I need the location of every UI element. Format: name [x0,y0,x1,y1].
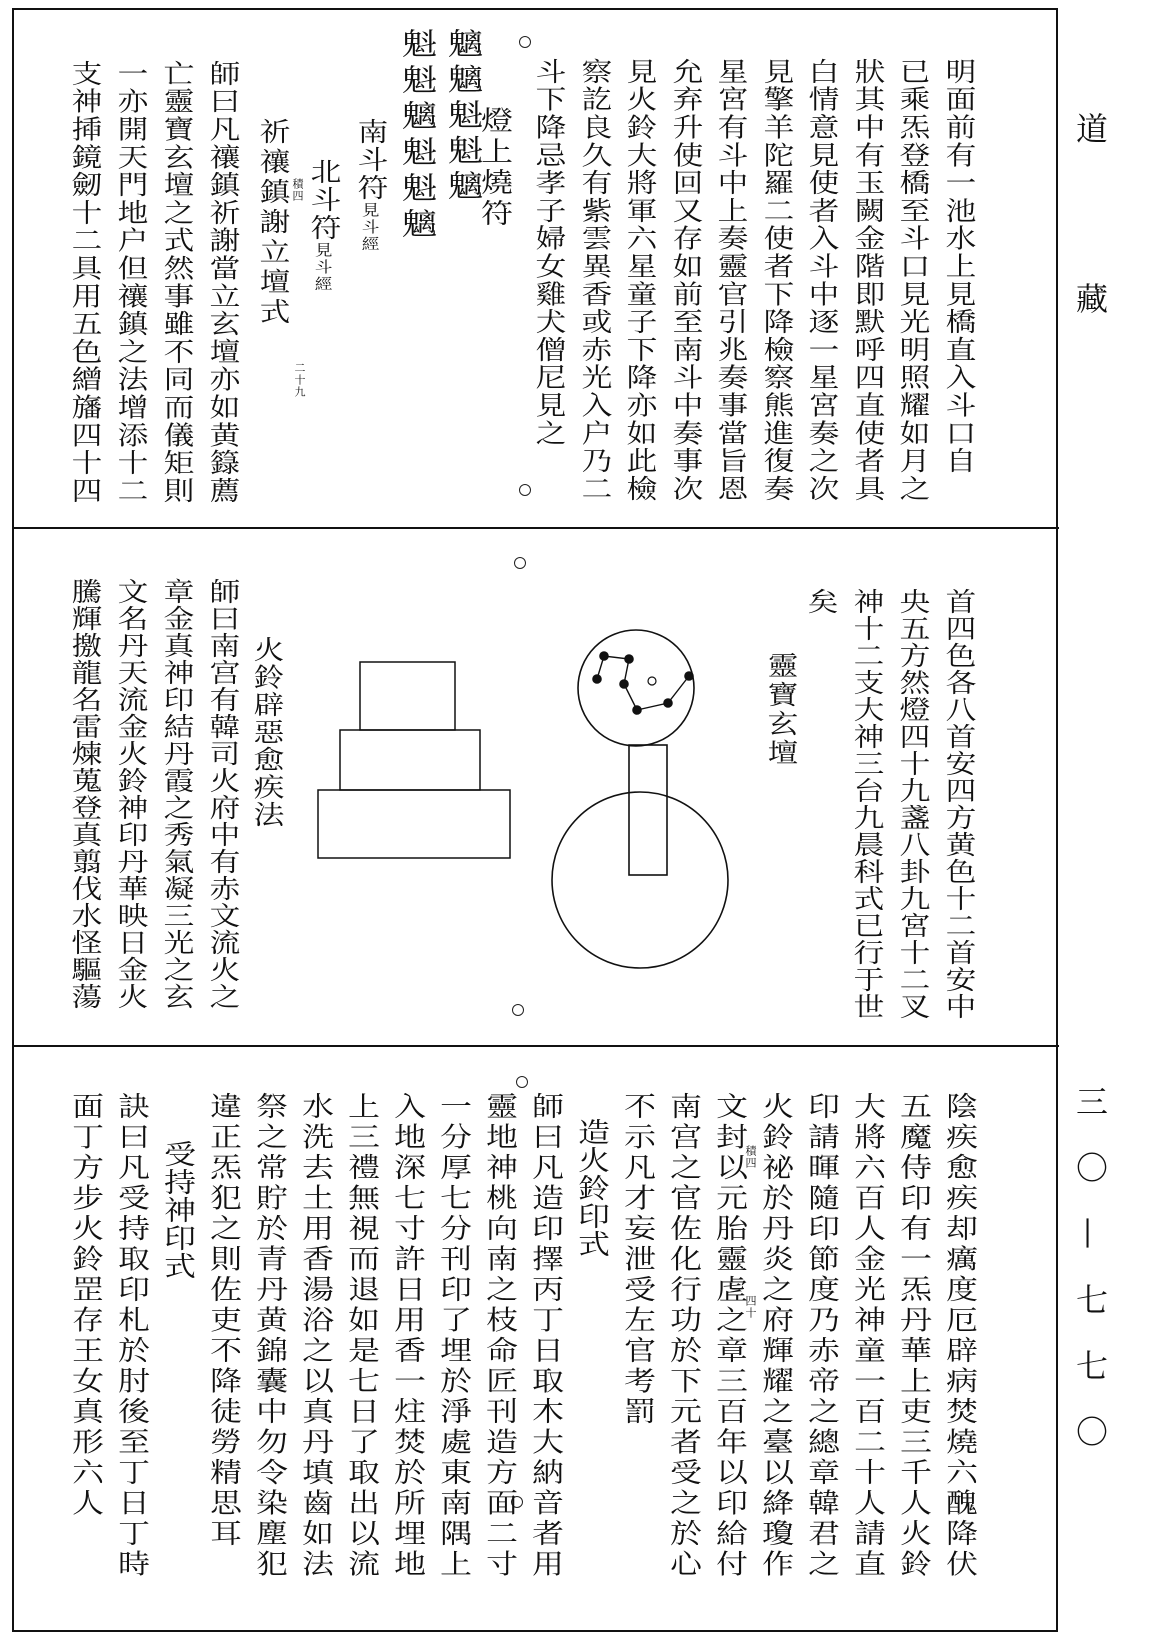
text-column: 亡靈寶玄壇之式然事雖不同而儀矩則 [158,60,194,505]
text-column: 支神揷鏡劒十二具用五色繒旛四十四 [66,60,102,505]
leaf-marker: 二十九 [293,362,306,398]
side-note: 積四 [291,178,304,202]
text-column: 違正炁犯之則佐吏不降徒勞精思耳 [204,1092,241,1550]
text-column: 明面前有一池水上見橋直入斗口自 [940,58,976,475]
text-column: 允弃升使回又存如前至南斗中奏事次 [667,58,703,503]
section-title: 火鈴辟惡愈疾法 [248,636,284,829]
beidou-title: 北斗符 [305,158,341,242]
text-column: 南宫之官佐化行功於下元者受之於心 [664,1092,701,1580]
text-column: 文名丹天流金火鈴神印丹華映日金火 [112,578,148,1010]
text-column: 一亦開天門地户但禳鎮之法增添十二 [112,60,148,505]
nandou-title: 南斗符 [352,118,388,202]
collection-title-char: 藏 [1071,282,1109,314]
text-column: 祭之常貯於青丹黄錦囊中勿令染塵犯 [250,1092,287,1580]
text-column: 察訖良久有紫雲異香或赤光入户乃二 [576,58,612,503]
text-column: 火鈴祕於丹炎之府輝耀之臺以絳瓊作 [756,1092,793,1580]
text-column: 星宮有斗中上奏靈官引兆奏事當旨恩 [712,58,748,503]
text-column: 陰疾愈疾却癘度厄辟病焚燒六醜降伏 [940,1092,977,1580]
text-column: 央五方然燈四十九盞八卦九宮十二叉 [894,588,930,1020]
text-column: 靈地神桃向南之枝命匠刊造方面二寸 [480,1092,517,1580]
text-column: 師曰南宫有韓司火府中有赤文流火之 [204,578,240,1010]
section-title: 造火鈴印式 [572,1118,609,1258]
side-note: 積四 [744,1145,757,1169]
text-column: 面丁方步火鈴罡存王女真形六人 [66,1092,103,1519]
talisman-glyphs: 魁魁魑魁魁魑 [394,28,437,244]
page-number: 三〇—七七〇 [1071,1085,1109,1481]
text-column: 師曰凡禳鎮祈謝當立玄壇亦如黄籙薦 [204,60,240,505]
talisman-glyphs: 魑魑魁魁魑 [440,28,483,206]
collection-title-char: 道 [1071,112,1109,144]
text-column: 訣曰凡受持取印札於肘後至丁日丁時 [112,1092,149,1580]
text-column: 見擎羊陀羅二使者下降檢察熊進復奏 [758,58,794,503]
text-column: 狀其中有玉闕金階即默呼四直使者具 [849,58,885,503]
text-column: 入地深七寸許日用香一炷焚於所埋地 [388,1092,425,1580]
text-column: 見火鈴大將軍六星童子下降亦如此檢 [621,58,657,503]
text-column: 白情意見使者入斗中逐一星宮奏之次 [803,58,839,503]
text-column: 大將六百人金光神童一百二十人請直 [848,1092,885,1580]
nandou-source-note: 見斗經 [359,202,381,253]
lamp-talisman-title: 燈上燒符 [475,106,512,230]
text-column: 師曰凡造印擇丙丁日取木大納音者用 [526,1092,563,1580]
text-column: 神十二支大神三台九晨科式已行于世 [848,588,884,1020]
beidou-source-note: 見斗經 [312,242,334,293]
side-note: 四十 [744,1295,757,1319]
diagram-label: 靈寶玄壇 [762,652,798,768]
text-column: 水洗去土用香湯浴之以真丹填齒如法 [296,1092,333,1580]
text-column: 印請暉隨印節度乃赤帝之總章韓君之 [802,1092,839,1580]
text-column: 一分厚七分刊印了埋於淨處東南隅上 [434,1092,471,1580]
section-title: 受持神印式 [158,1140,195,1280]
text-column: 文封以元胎靈虗之章三百年以印給付 [710,1092,747,1580]
text-column: 騰輝撽龍名雷煉蒐登真翦伐水怪驅蕩 [66,578,102,1010]
text-column: 章金真神印結丹霞之秀氣凝三光之玄 [158,578,194,1010]
text-column: 斗下降忌孝子婦女雞犬僧尼見之 [530,58,566,448]
text-column: 五魔侍印有一炁丹華上吏三千人火鈴 [894,1092,931,1580]
text-column: 首四色各八首安四方黄色十二首安中 [940,588,976,1020]
text-column: 矣 [802,588,838,615]
text-column: 上三禮無視而退如是七日了取出以流 [342,1092,379,1580]
text-column: 已乘炁登橋至斗口見光明照耀如月之 [894,58,930,503]
section-title: 祈禳鎮謝立壇式 [254,118,290,328]
text-column: 不示凡才妄泄受左官考罰 [618,1092,655,1428]
